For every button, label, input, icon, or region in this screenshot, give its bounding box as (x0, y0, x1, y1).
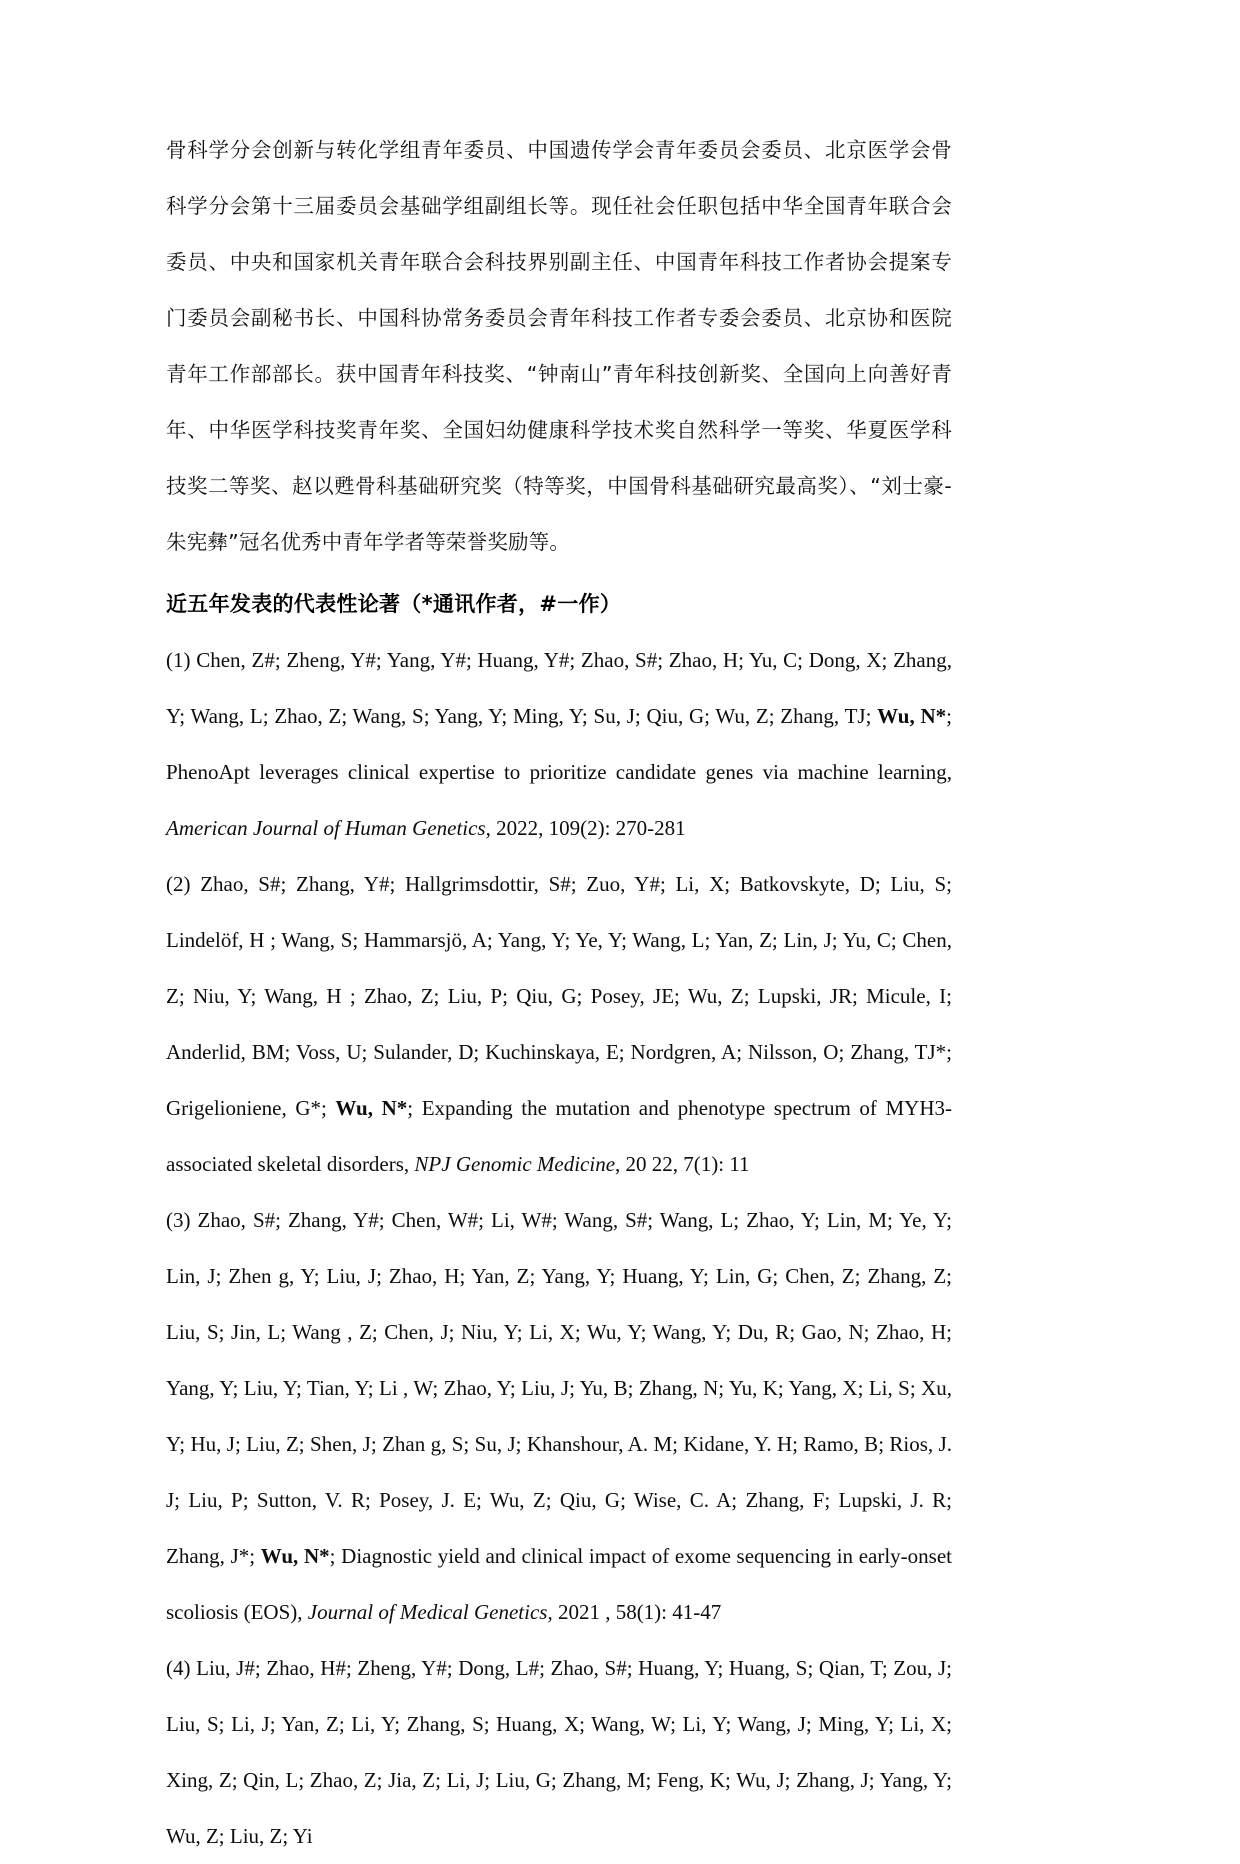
reference-journal: Journal of Medical Genetics (307, 1600, 548, 1624)
reference-citation: , 20 22, 7(1): 11 (615, 1152, 750, 1176)
reference-number: (2) (166, 872, 191, 896)
reference-highlighted-author: Wu, N* (335, 1096, 408, 1120)
reference-highlighted-author: Wu, N* (877, 704, 947, 728)
reference-citation: , 2021 , 58(1): 41-47 (547, 1600, 722, 1624)
reference-authors: Liu, J#; Zhao, H#; Zheng, Y#; Dong, L#; Zhao, S#; Huang, Y; Huang, S; Qian, T; Zou, J; Liu, S; Li, J; Yan, Z; Li, Y; Zhang, S; Huang, X; Wang, W; Li, Y; Wang, J; Ming, Y; Li, X; Xing, Z; Qin, L; Zhao, Z; Jia, Z; Li, J; Liu, G; Zhang, M; Feng, K; Wu, J; Zhang, J; Yang, Y; Wu, Z; Liu, Z; Yi (166, 1656, 952, 1848)
reference-title: ; PhenoApt leverages clinical expertise to prioritize candidate genes via machine learning, (166, 704, 952, 784)
reference-entry-3 (166, 1192, 952, 1640)
biography-paragraph: 骨科学分会创新与转化学组青年委员、中国遗传学会青年委员会委员、北京医学会骨科学分会第十三届委员会基础学组副组长等。现任社会任职包括中华全国青年联合会委员、中央和国家机关青年联合会科技界别副主任、中国青年科技工作者协会提案专门委员会副秘书长、中国科协常务委员会青年科技工作者专委会委员、北京协和医院青年工作部部长。获中国青年科技奖、“钟南山”青年科技创新奖、全国向上向善好青年、中华医学科技奖青年奖、全国妇幼健康科学技术奖自然科学一等奖、华夏医学科技奖二等奖、赵以甦骨科基础研究奖（特等奖，中国骨科基础研究最高奖）、“刘士豪-朱宪彝”冠名优秀中青年学者等荣誉奖励等。 (166, 138, 952, 554)
publications-heading: 近五年发表的代表性论著（*通讯作者，#一作） (166, 592, 622, 616)
reference-title: ; Expanding the mutation and phenotype spectrum of MYH3-associated skeletal disorders, (166, 1096, 952, 1176)
reference-journal: NPJ Genomic Medicine (414, 1152, 616, 1176)
reference-entry-1 (166, 632, 952, 856)
reference-entry-4 (166, 1640, 952, 1864)
reference-entry-2 (166, 856, 952, 1192)
page-content (166, 122, 952, 1864)
reference-authors: Zhao, S#; Zhang, Y#; Hallgrimsdottir, S#; Zuo, Y#; Li, X; Batkovskyte, D; Liu, S; Lindelöf, H ; Wang, S; Hammarsjö, A; Yang, Y; Ye, Y; Wang, L; Yan, Z; Lin, J; Yu, C; Chen, Z; Niu, Y; Wang, H ; Zhao, Z; Liu, P; Qiu, G; Posey, JE; Wu, Z; Lupski, JR; Micule, I; Anderlid, BM; Voss, U; Sulander, D; Kuchinskaya, E; Nordgren, A; Nilsson, O; Zhang, TJ*; Grigelioniene, G*; (166, 872, 953, 1120)
reference-authors: Chen, Z#; Zheng, Y#; Yang, Y#; Huang, Y#; Zhao, S#; Zhao, H; Yu, C; Dong, X; Zhang, Y; Wang, L; Zhao, Z; Wang, S; Yang, Y; Ming, Y; Su, J; Qiu, G; Wu, Z; Zhang, TJ; (166, 648, 953, 728)
reference-journal: American Journal of Human Genetics (166, 816, 486, 840)
reference-number: (4) (166, 1656, 191, 1680)
reference-number: (3) (166, 1208, 191, 1232)
reference-authors: Zhao, S#; Zhang, Y#; Chen, W#; Li, W#; Wang, S#; Wang, L; Zhao, Y; Lin, M; Ye, Y; Lin, J; Zhen g, Y; Liu, J; Zhao, H; Yan, Z; Yang, Y; Huang, Y; Lin, G; Chen, Z; Zhang, Z; Liu, S; Jin, L; Wang , Z; Chen, J; Niu, Y; Li, X; Wu, Y; Wang, Y; Du, R; Gao, N; Zhao, H; Yang, Y; Liu, Y; Tian, Y; Li , W; Zhao, Y; Liu, J; Yu, B; Zhang, N; Yu, K; Yang, X; Li, S; Xu, Y; Hu, J; Liu, Z; Shen, J; Zhan g, S; Su, J; Khanshour, A. M; Kidane, Y. H; Ramo, B; Rios, J. J; Liu, P; Sutton, V. R; Posey, J. E; Wu, Z; Qiu, G; Wise, C. A; Zhang, F; Lupski, J. R; Zhang, J*; (166, 1208, 953, 1568)
reference-citation: , 2022, 109(2): 270-281 (485, 816, 686, 840)
reference-number: (1) (166, 648, 191, 672)
reference-title: ; Diagnostic yield and clinical impact of exome sequencing in early-onset scoliosis (EOS), (166, 1544, 952, 1624)
reference-highlighted-author: Wu, N* (260, 1544, 330, 1568)
